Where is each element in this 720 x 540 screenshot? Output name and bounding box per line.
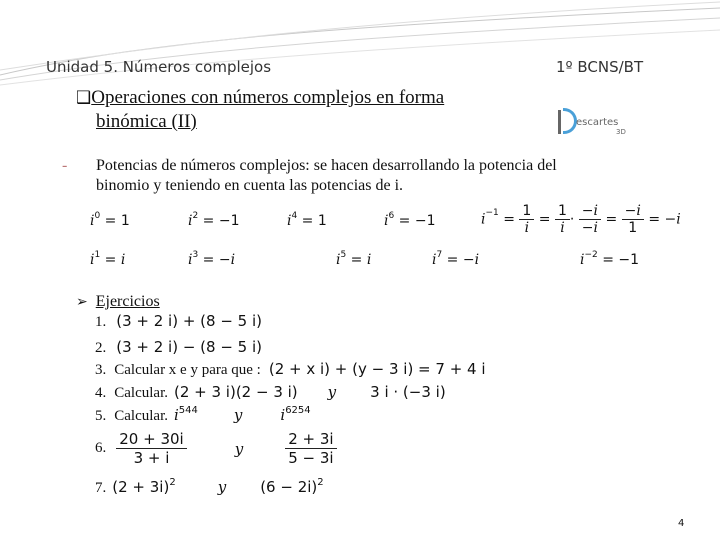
exercise-3: 3. Calcular x e y para que : (2 + x i) + (y − 3 i) = 7 + 4 i	[95, 360, 486, 378]
power-i5: $i^5 = i$	[336, 250, 372, 268]
power-i6: $i^6 = -1$	[384, 211, 436, 229]
section-title-line2: binómica (II)	[96, 111, 197, 132]
exercise-4: 4. Calcular. (2 + 3 i)(2 − 3 i) y 3 i · (−3 i)	[95, 383, 446, 401]
exercise-7: 7. $(2 + 3i)^2$ y $(6 - 2i)^2$	[95, 477, 324, 496]
intro-dash: -	[62, 157, 68, 174]
course-label: 1º BCNS/BT	[556, 58, 644, 76]
power-i-minus1: $i^{-1}$ = $\frac{1}{i}$ = $\frac{1}{i}$ · $\frac{-i}{-i}$ = $\frac{-i}{1}$ = −i	[481, 203, 681, 236]
power-i7: $i^7 = -i$	[432, 250, 480, 268]
exercises-heading: ➢ Ejercicios	[76, 293, 160, 310]
intro-text: - Potencias de números complejos: se hacen desarrollando la potencia del binomio y teniendo en cuenta las potencias de i.	[62, 157, 557, 194]
power-i-minus2: $i^{-2} = -1$	[580, 250, 640, 268]
power-i0: $i^0 = 1$	[90, 211, 130, 229]
arrow-bullet-icon: ➢	[76, 294, 88, 310]
unit-title: Unidad 5. Números complejos	[46, 58, 272, 76]
exercise-5: 5. Calcular. $i^{544}$ y $i^{6254}$	[95, 405, 311, 424]
checkbox-bullet-icon: ❑	[76, 88, 92, 108]
header-swoosh	[0, 0, 720, 90]
power-i4: $i^4 = 1$	[287, 211, 327, 229]
exercise-2: 2. (3 + 2 i) − (8 − 5 i)	[95, 338, 263, 356]
exercise-1: 1. (3 + 2 i) + (8 − 5 i)	[95, 312, 263, 330]
section-title-line1: Operaciones con números complejos en forma	[91, 87, 445, 108]
page-number: 4	[678, 518, 685, 529]
descartes-logo	[558, 108, 638, 138]
power-i1: $i^1 = i$	[90, 250, 126, 268]
exercise-6: 6. $\frac{20 + 30i}{3 + i}$ y $\frac{2 + 3i}{5 - 3i}$	[95, 430, 337, 467]
power-i3: $i^3 = -i$	[188, 250, 236, 268]
logo-text: escartes	[576, 117, 619, 128]
logo-sub: 3D	[616, 128, 626, 136]
power-i2: $i^2 = -1$	[188, 211, 240, 229]
section-title	[76, 86, 576, 133]
